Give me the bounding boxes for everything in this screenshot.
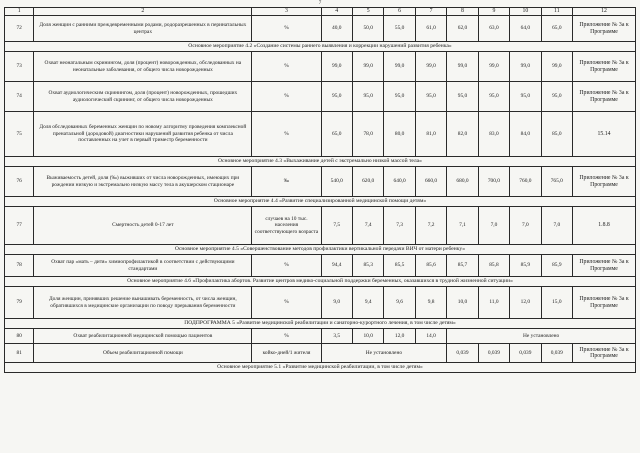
indicator-value: 99,0 bbox=[510, 52, 541, 82]
indicator-value: 7,3 bbox=[384, 207, 415, 245]
indicator-value: 85,3 bbox=[352, 255, 383, 277]
indicator-value: 85,8 bbox=[478, 255, 509, 277]
indicator-value: 0,039 bbox=[478, 344, 509, 363]
column-number: 3 bbox=[252, 8, 321, 16]
indicator-value: 7,0 bbox=[510, 207, 541, 245]
row-number: 77 bbox=[5, 207, 34, 245]
row-number: 75 bbox=[5, 112, 34, 157]
indicator-value: 65,0 bbox=[541, 16, 572, 42]
column-number: 11 bbox=[541, 8, 572, 16]
indicator-name: Доля женщин, принявших решение вынашивать беременность, от числа женщин, обратившихся в медицинские организации по поводу прерывания беременности bbox=[34, 287, 252, 319]
table-row bbox=[5, 255, 636, 277]
indicator-value: 99,0 bbox=[478, 52, 509, 82]
column-number: 6 bbox=[384, 8, 415, 16]
row-note: Приложение № 3а к Программе bbox=[573, 344, 636, 363]
table-row bbox=[5, 16, 636, 42]
merged-value: Не установлено bbox=[447, 329, 636, 344]
indicator-value: 99,0 bbox=[384, 52, 415, 82]
row-number: 79 bbox=[5, 287, 34, 319]
column-number: 10 bbox=[510, 8, 541, 16]
column-number: 9 bbox=[478, 8, 509, 16]
column-number: 4 bbox=[321, 8, 352, 16]
indicator-value: 700,0 bbox=[478, 167, 509, 197]
indicator-value: 640,0 bbox=[384, 167, 415, 197]
section-row bbox=[5, 363, 636, 373]
indicator-value: 9,6 bbox=[384, 287, 415, 319]
indicator-value: 0,039 bbox=[447, 344, 478, 363]
indicator-value: 99,0 bbox=[352, 52, 383, 82]
indicator-unit: % bbox=[252, 287, 321, 319]
section-row bbox=[5, 157, 636, 167]
row-note: Приложение № 3а к Программе bbox=[573, 52, 636, 82]
indicator-value: 99,0 bbox=[447, 52, 478, 82]
indicator-unit: % bbox=[252, 52, 321, 82]
indicator-unit: случаев на 10 тыс. населения соответствующего возраста bbox=[252, 207, 321, 245]
indicator-name: Смертность детей 0-17 лет bbox=[34, 207, 252, 245]
row-number: 72 bbox=[5, 16, 34, 42]
indicator-value: 78,0 bbox=[352, 112, 383, 157]
table-row bbox=[5, 52, 636, 82]
indicator-unit: ‰ bbox=[252, 167, 321, 197]
row-note: Приложение № 3а к Программе bbox=[573, 82, 636, 112]
indicator-value: 65,0 bbox=[321, 112, 352, 157]
section-title: Основное мероприятие 4.6 «Профилактика абортов. Развитие центров медико-социальной поддержки беременных, оказавшихся в трудной жизненной ситуации» bbox=[5, 277, 636, 287]
indicator-value: 15,0 bbox=[541, 287, 572, 319]
section-title: Основное мероприятие 4.2 «Создание системы раннего выявления и коррекции нарушений развития ребенка» bbox=[5, 42, 636, 52]
indicator-value: 95,0 bbox=[447, 82, 478, 112]
indicator-value: 99,0 bbox=[321, 52, 352, 82]
table-row bbox=[5, 82, 636, 112]
row-note: 1.8.8 bbox=[573, 207, 636, 245]
row-note: Приложение № 3а к Программе bbox=[573, 167, 636, 197]
indicator-value: 85,5 bbox=[384, 255, 415, 277]
indicator-value: 81,0 bbox=[415, 112, 446, 157]
section-title: Основное мероприятие 4.4 «Развитие специализированной медицинской помощи детям» bbox=[5, 197, 636, 207]
merged-value: Не установлено bbox=[321, 344, 447, 363]
indicator-value: 11,0 bbox=[478, 287, 509, 319]
row-note: Приложение № 3а к Программе bbox=[573, 16, 636, 42]
row-number: 73 bbox=[5, 52, 34, 82]
row-number: 80 bbox=[5, 329, 34, 344]
indicator-value: 660,0 bbox=[415, 167, 446, 197]
indicators-table bbox=[4, 7, 636, 373]
indicator-value: 9,8 bbox=[415, 287, 446, 319]
indicator-value: 95,0 bbox=[541, 82, 572, 112]
section-title: Основное мероприятие 4.5 «Совершенствование методов профилактики вертикальной передачи ВИЧ от матери ребенку» bbox=[5, 245, 636, 255]
indicator-name: Доля женщин с ранними преждевременными родами, родоразрешенных в перинатальных центрах bbox=[34, 16, 252, 42]
table-header-row bbox=[5, 8, 636, 16]
indicator-value: 9,4 bbox=[352, 287, 383, 319]
indicator-value: 7,0 bbox=[478, 207, 509, 245]
indicator-value: 3,5 bbox=[321, 329, 352, 344]
indicator-value: 50,0 bbox=[352, 16, 383, 42]
indicator-value: 95,0 bbox=[384, 82, 415, 112]
indicator-value: 10,0 bbox=[352, 329, 383, 344]
table-row bbox=[5, 287, 636, 319]
indicator-unit: % bbox=[252, 112, 321, 157]
indicator-value: 95,0 bbox=[352, 82, 383, 112]
table-row bbox=[5, 167, 636, 197]
indicator-value: 40,0 bbox=[321, 16, 352, 42]
indicator-value: 83,0 bbox=[478, 112, 509, 157]
indicator-value: 9,0 bbox=[321, 287, 352, 319]
indicator-value: 0,039 bbox=[541, 344, 572, 363]
indicator-value: 765,0 bbox=[541, 167, 572, 197]
page-number: 7 bbox=[318, 1, 322, 6]
indicator-value: 12,0 bbox=[510, 287, 541, 319]
table-row bbox=[5, 329, 636, 344]
row-note: Приложение № 3а к Программе bbox=[573, 255, 636, 277]
section-row bbox=[5, 319, 636, 329]
indicator-value: 80,0 bbox=[384, 112, 415, 157]
indicator-value: 680,0 bbox=[447, 167, 478, 197]
section-row bbox=[5, 42, 636, 52]
table-row bbox=[5, 112, 636, 157]
column-number: 2 bbox=[34, 8, 252, 16]
indicator-value: 7,4 bbox=[352, 207, 383, 245]
section-title: ПОДПРОГРАММА 5 «Развитие медицинской реабилитации и санаторно-курортного лечения, в том числе детям» bbox=[5, 319, 636, 329]
indicator-value: 12,0 bbox=[384, 329, 415, 344]
row-number: 76 bbox=[5, 167, 34, 197]
indicator-value: 85,9 bbox=[541, 255, 572, 277]
indicator-name: Охват реабилитационной медицинской помощью пациентов bbox=[34, 329, 252, 344]
indicator-value: 94,4 bbox=[321, 255, 352, 277]
indicator-value: 10,0 bbox=[447, 287, 478, 319]
indicator-value: 7,0 bbox=[541, 207, 572, 245]
indicator-value: 85,9 bbox=[510, 255, 541, 277]
section-title: Основное мероприятие 4.3 «Выхаживание детей с экстремально низкой массой тела» bbox=[5, 157, 636, 167]
row-number: 74 bbox=[5, 82, 34, 112]
indicator-name: Выживаемость детей, доля (‰) выживших от числа новорожденных, имеющих при рождении низкую и экстремально низкую массу тела в акушерском стационаре bbox=[34, 167, 252, 197]
indicator-value: 95,0 bbox=[321, 82, 352, 112]
row-number: 81 bbox=[5, 344, 34, 363]
indicator-value: 85,7 bbox=[447, 255, 478, 277]
indicator-value: 99,0 bbox=[415, 52, 446, 82]
indicator-unit: % bbox=[252, 16, 321, 42]
column-number: 8 bbox=[447, 8, 478, 16]
indicator-name: Охват аудиологическим скринингом, доля (процент) новорожденных, прошедших аудиологический скрининг, от общего числа новорожденных bbox=[34, 82, 252, 112]
indicator-value: 760,0 bbox=[510, 167, 541, 197]
column-number: 7 bbox=[415, 8, 446, 16]
indicator-value: 61,0 bbox=[415, 16, 446, 42]
indicator-value: 85,6 bbox=[415, 255, 446, 277]
indicator-name: Охват пар «мать – дитя» химиопрофилактикой в соответствии с действующими стандартами bbox=[34, 255, 252, 277]
indicator-value: 540,0 bbox=[321, 167, 352, 197]
indicator-value: 95,0 bbox=[415, 82, 446, 112]
indicator-value: 85,0 bbox=[541, 112, 572, 157]
indicator-value: 14,0 bbox=[415, 329, 446, 344]
indicator-value: 95,0 bbox=[478, 82, 509, 112]
indicator-value: 99,0 bbox=[541, 52, 572, 82]
indicator-value: 82,0 bbox=[447, 112, 478, 157]
indicator-value: 620,0 bbox=[352, 167, 383, 197]
row-number: 78 bbox=[5, 255, 34, 277]
indicator-value: 7,5 bbox=[321, 207, 352, 245]
indicator-unit: % bbox=[252, 82, 321, 112]
indicator-name: Доля обследованных беременных женщин по новому алгоритму проведения комплексной пренатальной (дородовой) диагностики нарушений развития ребенка от числа поставленных на учет в первый триместр беременности bbox=[34, 112, 252, 157]
indicator-value: 7,2 bbox=[415, 207, 446, 245]
indicator-value: 0,039 bbox=[510, 344, 541, 363]
indicator-value: 7,1 bbox=[447, 207, 478, 245]
row-note: Приложение № 3а к Программе bbox=[573, 287, 636, 319]
column-number: 5 bbox=[352, 8, 383, 16]
indicator-value: 84,0 bbox=[510, 112, 541, 157]
row-note: 15.14 bbox=[573, 112, 636, 157]
indicator-unit: койко-дней/1 жителя bbox=[252, 344, 321, 363]
section-row bbox=[5, 277, 636, 287]
indicator-value: 63,0 bbox=[478, 16, 509, 42]
indicator-value: 62,0 bbox=[447, 16, 478, 42]
column-number: 1 bbox=[5, 8, 34, 16]
section-row bbox=[5, 245, 636, 255]
indicator-name: Объем реабилитационной помощи bbox=[34, 344, 252, 363]
table-row bbox=[5, 207, 636, 245]
indicator-value: 95,0 bbox=[510, 82, 541, 112]
indicator-value: 64,0 bbox=[510, 16, 541, 42]
indicator-name: Охват неонатальным скринингом, доля (процент) новорожденных, обследованных на неонатальные заболевания, от общего числа новорожденных bbox=[34, 52, 252, 82]
indicator-unit: % bbox=[252, 329, 321, 344]
indicator-unit: % bbox=[252, 255, 321, 277]
section-row bbox=[5, 197, 636, 207]
section-title: Основное мероприятие 5.1 «Развитие медицинской реабилитации, в том числе детям» bbox=[5, 363, 636, 373]
table-row bbox=[5, 344, 636, 363]
column-number: 12 bbox=[573, 8, 636, 16]
indicator-value: 55,0 bbox=[384, 16, 415, 42]
